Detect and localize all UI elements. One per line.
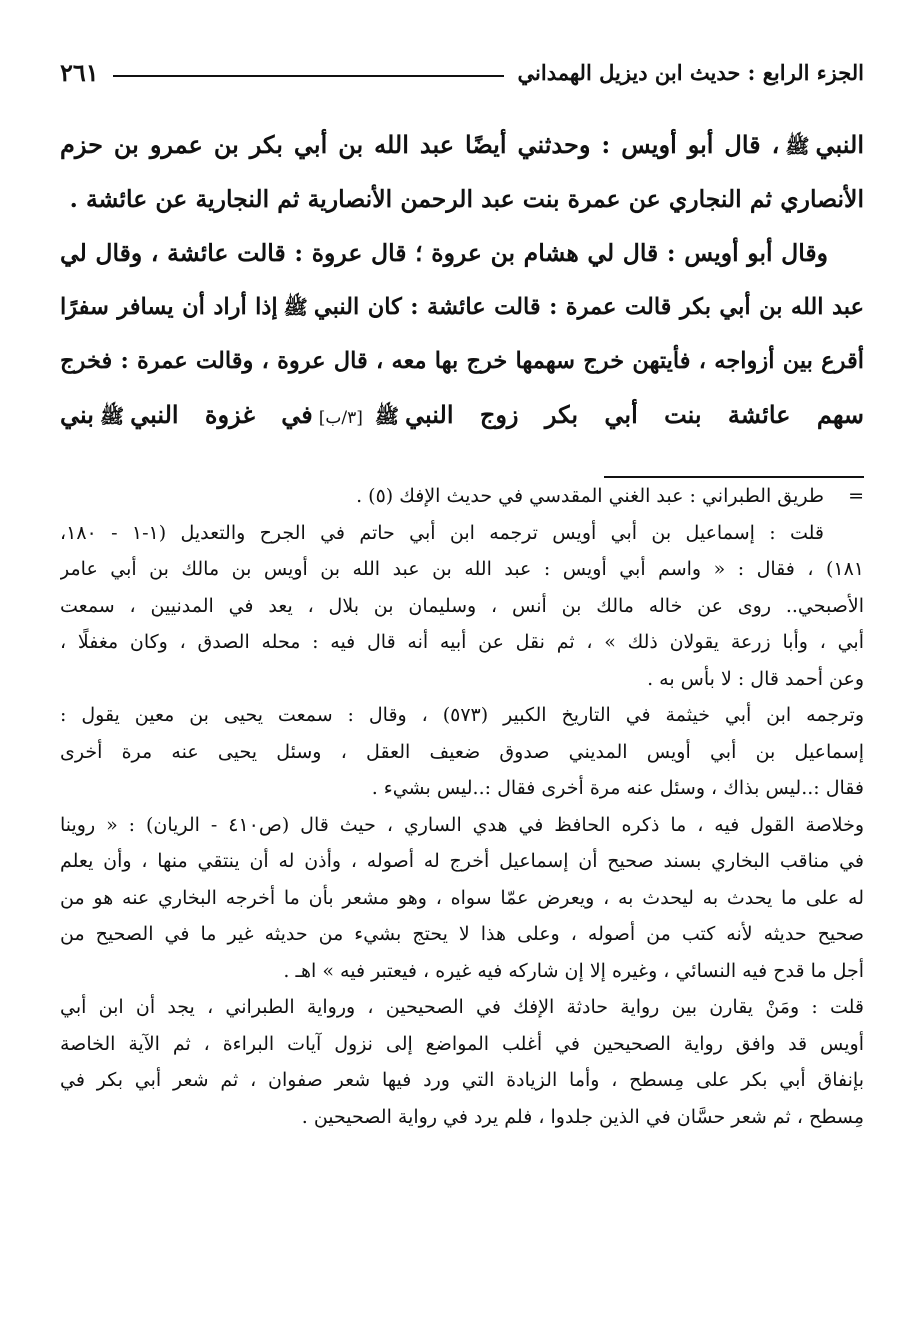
footnote-line: وعن أحمد قال : لا بأس به . <box>647 667 864 690</box>
footnote-line: ١٨١) ، فقال : « واسم أبي أويس : عبد الله بن عبد الله بن أويس بن مالك بن أبي عامر <box>60 558 864 580</box>
footnote-line: فقال :..ليس بذاك ، وسئل عنه مرة أخرى فقال :..ليس بشيء . <box>371 777 864 799</box>
footnotes <box>60 478 864 1135</box>
footnote-line: له على ما يحدث به ليحدث به ، ويعرض عمّا سواه ، وهو مشعر بأن ما أخرجه البخاري عنه هو من <box>60 886 864 909</box>
footnote-line: أويس قد وافق رواية الصحيحين في أغلب المواضع إلى نزول آيات البراءة ، ثم الآية الخاصة <box>60 1032 864 1055</box>
header-rule <box>113 75 504 77</box>
footnote-line: صحيح حديثه لأنه كتب من أصوله ، وعلى هذا لا يحتج بشيء من حديثه غير ما في الصحيح من <box>60 923 864 945</box>
main-line-6: سهم عائشة بنت أبي بكر زوج النبيﷺ[٣/ب]في غزوة النبيﷺبني <box>60 400 864 429</box>
continuation-mark: = <box>848 485 864 507</box>
main-text <box>60 118 864 442</box>
footnote-line: أجل ما قدح فيه النسائي ، وغيره إلا إن شاركه فيه غيره ، فيعتبر فيه » اهـ . <box>283 959 864 982</box>
footnote-line: بإنفاق أبي بكر على مِسطح ، وأما الزيادة التي ورد فيها شعر صفوان ، ثم شعر أبي بكر في <box>60 1069 864 1091</box>
footnote-line: وترجمه ابن أبي خيثمة في التاريخ الكبير (٥٧٣) ، وقال : سمعت يحيى بن معين يقول : <box>60 704 864 726</box>
salawat-symbol: ﷺ <box>374 404 400 428</box>
salawat-symbol: ﷺ <box>785 134 810 158</box>
main-line-4: عبد الله بن أبي بكر قالت عمرة : قالت عائشة : كان النبيﷺإذا أراد أن يسافر سفرًا <box>60 294 864 320</box>
page-number: ٢٦١ <box>60 57 99 87</box>
main-line-3: وقال أبو أويس : قال لي هشام بن عروة ؛ قال عروة : قالت عائشة ، وقال لي <box>60 239 828 267</box>
footnote-line: في مناقب البخاري بسند صحيح أن إسماعيل أخرج له أصوله ، وأذن له أن ينتقي منها ، وأن يعلم <box>60 850 864 872</box>
footnote-line: =طريق الطبراني : عبد الغني المقدسي في حديث الإفك (٥) . <box>60 478 864 515</box>
header-title: الجزء الرابع : حديث ابن ديزيل الهمداني <box>517 59 864 85</box>
salawat-symbol: ﷺ <box>283 295 308 319</box>
footnote-line: الأصبحي.. روى عن خاله مالك بن أنس ، وسليمان بن بلال ، يعد في المدنيين ، سمعت <box>60 594 864 617</box>
footnote-line: وخلاصة القول فيه ، ما ذكره الحافظ في هدي الساري ، حيث قال (ص٤١٠ - الريان) : « روينا <box>60 813 864 836</box>
running-header <box>60 52 864 92</box>
footnote-line: مِسطح ، ثم شعر حسَّان في الذين جلدوا ، فلم يرد في رواية الصحيحين . <box>301 1105 864 1128</box>
main-line-2: الأنصاري ثم النجاري عن عمرة بنت عبد الرحمن الأنصارية ثم النجارية عن عائشة . <box>69 185 864 213</box>
manuscript-folio-marker: [٣/ب] <box>318 408 363 428</box>
main-line-1: النبيﷺ، قال أبو أويس : وحدثني أيضًا عبد الله بن أبي بكر بن عمرو بن حزم <box>60 130 864 159</box>
footnote-line: قلت : إسماعيل بن أبي أويس ترجمه ابن أبي حاتم في الجرح والتعديل (١-١ - ١٨٠، <box>60 521 825 544</box>
main-line-5: أقرع بين أزواجه ، فأيتهن خرج سهمها خرج بها معه ، قال عروة ، وقالت عمرة : فخرج <box>60 348 864 374</box>
footnote-line: أبي ، وأبا زرعة يقولان ذلك » ، ثم نقل عن أبيه أنه قال فيه : محله الصدق ، وكان مغفلًا ، <box>60 631 864 653</box>
footnote-line: قلت : ومَنْ يقارن بين رواية حادثة الإفك في الصحيحين ، ورواية الطبراني ، يجد أن ابن أبي <box>60 996 864 1018</box>
footnote-line: إسماعيل بن أبي أويس المديني صدوق ضعيف العقل ، وسئل يحيى عنه مرة أخرى <box>60 740 864 763</box>
salawat-symbol: ﷺ <box>99 404 125 428</box>
